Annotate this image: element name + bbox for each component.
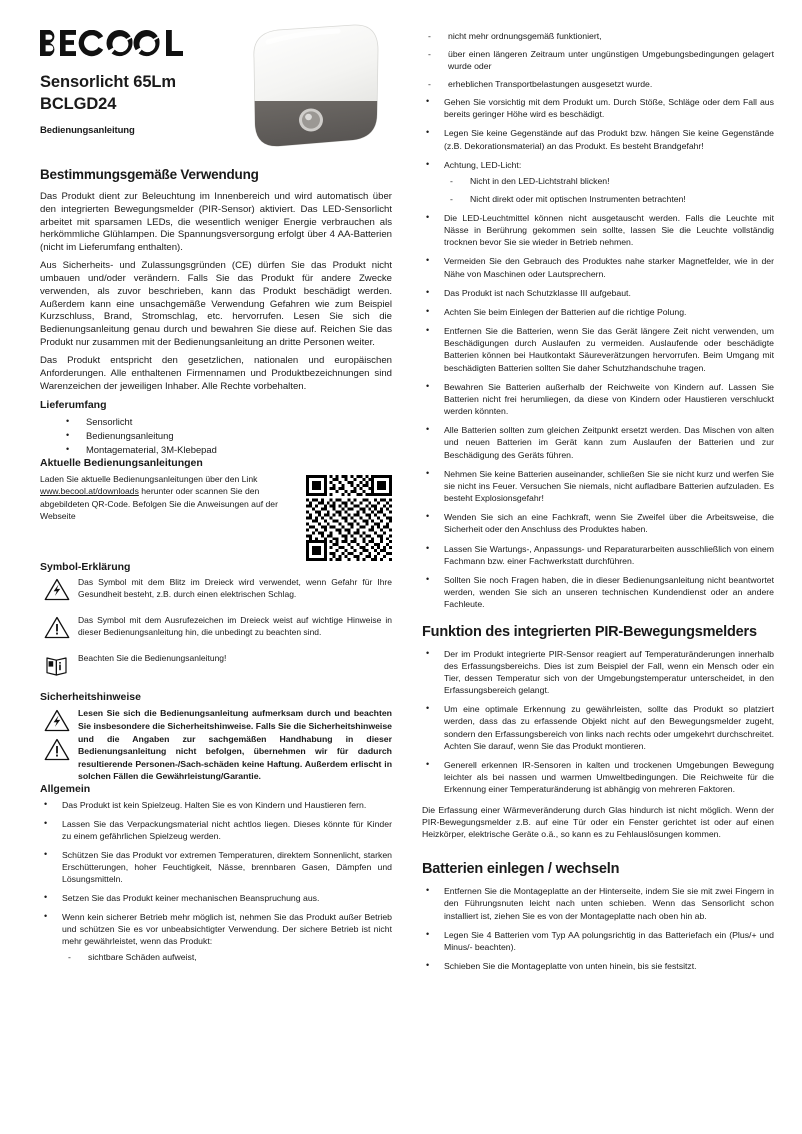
header-text-block	[40, 26, 184, 136]
intended-use-paragraph-3: Das Produkt entspricht den gesetzlichen, nationalen und europäischen Anforderungen. Alle enthaltenen Firmennamen und Produktbezeichnungen sind Warenzeichen der jeweiligen Inhaber. Alle Rechte vorbehalten.	[40, 355, 392, 392]
qr-code-downloads	[306, 475, 392, 561]
section-heading-general: Allgemein	[40, 783, 91, 796]
safety-text: Lesen Sie sich die Bedienungsanleitung aufmerksam durch und beachten Sie insbesondere die Sicherheitshinweise. Falls Sie die Sicherheitshinweise und die Angaben zur sachgemäßen Handhabung in dieser Bedienungsanleitung nicht befolgen, übernehmen wir für dadurch resultierende Personen-/Sach-schäden keine Haftung. Außerdem erlischt in solchen Fällen die Gewährleistung/Garantie.	[78, 708, 392, 782]
symbol-row-text: Beachten Sie die Bedienungsanleitung!	[78, 653, 227, 664]
list-item: • Alle Batterien sollten zum gleichen Zeitpunkt ersetzt werden. Das Mischen von alten und neuen Batterien im Gerät kann zum Auslaufen der Batterien und zur Beschädigung des Geräts führen.	[422, 424, 774, 461]
manuals-text-before: Laden Sie aktuelle Bedienungsanleitungen über den Link	[40, 474, 258, 485]
list-item: • Setzen Sie das Produkt keiner mechanischen Beanspruchung aus.	[40, 892, 392, 904]
scope-of-delivery-list	[40, 415, 392, 457]
led-warning-sub-list	[444, 175, 774, 205]
section-heading-scope-of-delivery: Lieferumfang	[40, 398, 107, 411]
list-item: • Bedienungsanleitung	[40, 429, 392, 443]
document-header	[40, 26, 392, 167]
symbol-row	[40, 615, 392, 644]
read-manual-glyph	[44, 654, 70, 677]
symbol-row-text: Das Symbol mit dem Blitz im Dreieck wird verwendet, wenn Gefahr für Ihre Gesundheit besteht, z.B. durch einen elektrischen Schlag.	[78, 577, 392, 600]
list-item: • Nehmen Sie keine Batterien auseinander, schließen Sie sie nicht kurz und werfen Sie sie nicht ins Feuer. Versuchen Sie niemals, nicht aufladbare Batterien aufzuladen. Es besteht Explosionsgefahr!	[422, 468, 774, 505]
lightning-triangle-icon	[44, 709, 70, 732]
list-item	[422, 159, 774, 205]
safety-block	[40, 707, 392, 783]
list-item: - Nicht direkt oder mit optischen Instrumenten betrachten!	[444, 193, 774, 205]
section-heading-current-manuals: Aktuelle Bedienungsanleitungen	[40, 456, 203, 469]
list-item: - sichtbare Schäden aufweist,	[62, 951, 392, 963]
list-item: • Vermeiden Sie den Gebrauch des Produktes nahe starker Magnetfelder, wie in der Nähe von Maschinen oder Lautsprechern.	[422, 255, 774, 279]
symbol-row	[40, 577, 392, 606]
list-item: • Die LED-Leuchtmittel können nicht ausgetauscht werden. Falls die Leuchte mit Nässe in Berührung gekommen sein sollte, lassen Sie die Leuchte vollständig trocknen bevor Sie sie wieder in Betrieb nehmen.	[422, 212, 774, 249]
safety-list-part1	[422, 96, 774, 611]
continued-dash-list	[422, 30, 774, 90]
list-item: • Generell erkennen IR-Sensoren in kalten und trockenen Umgebungen Bewegung leichter als bei nassen und warmen Umweltbedingungen. Die Reichweite für die Erkennung einer Temperaturänderung ist abhängig von mehreren Faktoren.	[422, 759, 774, 796]
list-item: - Nicht in den LED-Lichtstrahl blicken!	[444, 175, 774, 187]
lightning-triangle-glyph	[44, 578, 70, 601]
list-item: • Lassen Sie Wartungs-, Anpassungs- und Reparaturarbeiten ausschließlich von einem Fachmann bzw. einer Fachwerkstatt durchführen.	[422, 543, 774, 567]
product-subtitle: Bedienungsanleitung	[40, 124, 135, 136]
general-sub-list	[62, 951, 392, 963]
exclamation-triangle-icon	[40, 615, 78, 644]
section-heading-intended-use: Bestimmungsgemäße Verwendung	[40, 167, 259, 182]
list-item: • Das Produkt ist nach Schutzklasse III aufgebaut.	[422, 287, 774, 299]
read-manual-icon	[40, 653, 78, 682]
lightning-triangle-icon	[40, 577, 78, 606]
list-item	[40, 911, 392, 963]
led-warning-label: Achtung, LED-Licht:	[444, 159, 522, 170]
manuals-text	[40, 473, 280, 522]
right-column	[422, 26, 774, 1124]
list-item: • Wenden Sie sich an eine Fachkraft, wenn Sie Zweifel über die Arbeitsweise, die Sicherheit oder den Anschluss des Produktes haben.	[422, 511, 774, 535]
product-title-line1: Sensorlicht 65Lm	[40, 73, 176, 91]
list-item: - über einen längeren Zeitraum unter ungünstigen Umgebungsbedingungen gelagert wurde oder	[422, 48, 774, 72]
list-item: • Entfernen Sie die Batterien, wenn Sie das Gerät längere Zeit nicht verwenden, um Beschädigungen durch Auslaufen zu vermeiden. Auslaufende oder beschädigte Batterien können bei Hautkontakt Säureverätzungen hervorrufen. Beim Umgang mit beschädigten Batterien sollten Sie daher Schutzhandschuhe tragen.	[422, 325, 774, 374]
section-heading-batteries: Batterien einlegen / wechseln	[422, 861, 620, 878]
left-column	[40, 26, 392, 1124]
list-item: - nicht mehr ordnungsgemäß funktioniert,	[422, 30, 774, 42]
list-item: • Legen Sie 4 Batterien vom Typ AA polungsrichtig in das Batteriefach ein (Plus/+ und Minus/- beachten).	[422, 929, 774, 953]
list-item: • Sollten Sie noch Fragen haben, die in dieser Bedienungsanleitung nicht beantwortet werden, wenden Sie sich an unseren technischen Kundendienst oder an andere Fachleute.	[422, 574, 774, 611]
qr-code-icon	[306, 475, 392, 561]
brand-logo	[40, 28, 184, 62]
product-title-line2: BCLGD24	[40, 94, 117, 113]
list-item: • Achten Sie beim Einlegen der Batterien auf die richtige Polung.	[422, 306, 774, 318]
manuals-text-after: herunter oder scannen Sie den abgebildeten QR-Code. Befolgen Sie die Anweisungen auf der Webseite	[40, 486, 278, 521]
list-item: • Lassen Sie das Verpackungsmaterial nicht achtlos liegen. Dieses könnte für Kinder zu einem gefährlichen Spielzeug werden.	[40, 818, 392, 842]
pir-list	[422, 648, 774, 796]
exclamation-triangle-icon	[44, 738, 70, 761]
list-item: • Legen Sie keine Gegenstände auf das Produkt bzw. hängen Sie keine Gegenstände (z.B. Dekorationsmaterial) an das Produkt. Es besteht Brandgefahr!	[422, 127, 774, 151]
list-item: • Entfernen Sie die Montageplatte an der Hinterseite, indem Sie sie mit zwei Fingern in den Führungsnuten leicht nach unten schieben. Wenn das Sensorlicht schon installiert ist, ziehen Sie es von der Montageplatte nach oben hin ab.	[422, 885, 774, 922]
list-item-text: Wenn kein sicherer Betrieb mehr möglich ist, nehmen Sie das Produkt außer Betrieb und schützen Sie es vor unbeabsichtigter Verwendung. Der sichere Betrieb ist nicht mehr gewährleistet, wenn das Produkt:	[62, 912, 392, 947]
sensorlicht-product-photo	[238, 22, 388, 167]
pir-note: Die Erfassung einer Wärmeveränderung durch Glas hindurch ist nicht möglich. Wenn der PIR-Bewegungsmelder z.B. auf eine Tür oder ein Fenster gerichtet ist oder auf einen Heizkörper, elektrische Geräte o.ä., so kann es zu Fehlauslösungen kommen.	[422, 804, 774, 839]
exclamation-triangle-glyph	[44, 616, 70, 639]
section-heading-symbol-explanation: Symbol-Erklärung	[40, 561, 131, 574]
section-heading-pir-function: Funktion des integrierten PIR-Bewegungsmelders	[422, 623, 757, 640]
be-cool-logo-icon	[40, 30, 184, 57]
list-item: • Der im Produkt integrierte PIR-Sensor reagiert auf Temperaturänderungen innerhalb des Erfassungsbereichs. Dies ist zum Beispiel der Fall, wenn ein Mensch oder ein Tier, dessen Temperatur sich von der Umgebungstemperatur unterscheidet, in den Erfassungsbereich gelangt.	[422, 648, 774, 697]
safety-icon-group	[40, 707, 78, 767]
list-item: • Schützen Sie das Produkt vor extremen Temperaturen, direktem Sonnenlicht, starken Erschütterungen, hoher Feuchtigkeit, Nässe, brennbaren Gasen, Dämpfen und Lösungsmitteln.	[40, 849, 392, 885]
product-image-icon	[238, 22, 388, 167]
list-item: - erheblichen Transportbelastungen ausgesetzt wurde.	[422, 78, 774, 90]
general-list	[40, 799, 392, 963]
list-item: • Bewahren Sie Batterien außerhalb der Reichweite von Kindern auf. Lassen Sie Batterien nicht frei herumliegen, da diese von Kindern oder Haustieren verschluckt werden könnten.	[422, 381, 774, 418]
list-item: • Schieben Sie die Montageplatte von unten hinein, bis sie festsitzt.	[422, 960, 774, 972]
intended-use-paragraph-1: Das Produkt dient zur Beleuchtung im Innenbereich und wird automatisch über den integrierten Bewegungsmelder (PIR-Sensor) aktiviert. Das LED-Sensorlicht arbeitet mit sparsamen LEDs, die wesentlich weniger Energie verbrauchen als herkömmliche Glühlampen. Die Spannungsversorgung erfolgt über 4 AA-Batterien (nicht im Lieferumfang enthalten).	[40, 190, 392, 254]
list-item: • Um eine optimale Erkennung zu gewährleisten, sollte das Produkt so platziert werden, dass das zu erfassende Objekt nicht auf den Bewegungsmelder zugeht, sondern den Erfassungsbereich von links nach rechts oder umgekehrt durchschreitet. Achten Sie darauf, wenn Sie das Produkt montieren.	[422, 703, 774, 752]
symbol-row	[40, 653, 392, 682]
manuals-paragraph	[40, 473, 280, 522]
intended-use-paragraph-2: Aus Sicherheits- und Zulassungsgründen (CE) dürfen Sie das Produkt nicht umbauen und/oder verändern. Falls Sie das Produkt für andere Zwecke verwenden, als zuvor beschrieben, kann das Produkt beschädigt werden. Außerdem kann eine unsachgemäße Verwendung Gefahren wie zum Beispiel Kurzschluss, Brand, Stromschlag, etc. hervorrufen. Lesen Sie sich die Bedienungsanleitung genau durch und bewahren Sie diese auf. Reichen Sie das Produkt nur zusammen mit der Bedienungsanleitung an dritte Personen weiter.	[40, 260, 392, 349]
batteries-list	[422, 885, 774, 972]
list-item: • Sensorlicht	[40, 415, 392, 429]
list-item: • Das Produkt ist kein Spielzeug. Halten Sie es von Kindern und Haustieren fern.	[40, 799, 392, 811]
downloads-link[interactable]: www.becool.at/downloads	[40, 486, 139, 497]
symbol-row-text: Das Symbol mit dem Ausrufezeichen im Dreieck weist auf wichtige Hinweise in dieser Bedienungsanleitung hin, die unbedingt zu beachten sind.	[78, 615, 392, 638]
list-item: • Montagematerial, 3M-Klebepad	[40, 443, 392, 457]
section-heading-safety: Sicherheitshinweise	[40, 691, 141, 704]
list-item: • Gehen Sie vorsichtig mit dem Produkt um. Durch Stöße, Schläge oder dem Fall aus bereits geringer Höhe wird es beschädigt.	[422, 96, 774, 120]
manuals-block	[40, 473, 392, 561]
